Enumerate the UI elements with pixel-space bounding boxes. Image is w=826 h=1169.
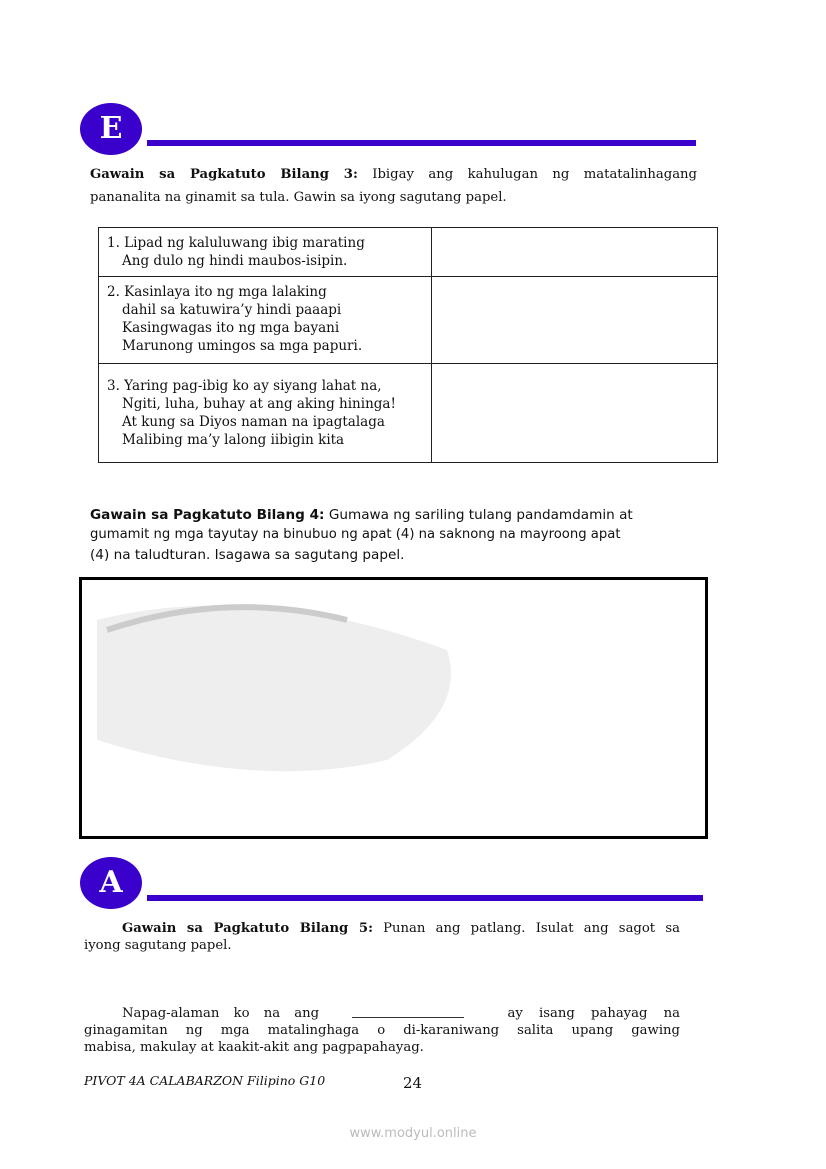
- poem-line: 1. Lipad ng kaluluwang ibig marating: [107, 235, 365, 251]
- poem-answer-box[interactable]: [79, 577, 708, 839]
- activity3-text-2: pananalita na ginamit sa tula. Gawin sa iyong sagutang papel.: [90, 190, 507, 205]
- poem-cell: [99, 277, 432, 364]
- section-divider: [147, 140, 696, 146]
- table-row: [99, 228, 718, 277]
- answer-cell[interactable]: [432, 364, 718, 463]
- poem-line: Marunong umingos sa mga papuri.: [122, 338, 363, 354]
- section-a-badge: A: [80, 857, 142, 909]
- blank-answer-field[interactable]: [352, 1005, 464, 1018]
- site-watermark: www.modyul.online: [349, 1126, 477, 1141]
- table-row: [99, 277, 718, 364]
- poem-line: dahil sa katuwira’y hindi paaapi: [122, 302, 342, 318]
- poem-line: Kasingwagas ito ng mga bayani: [122, 320, 340, 336]
- seal-watermark-icon: [87, 590, 467, 790]
- paragraph-text: ay isang pahayag na: [507, 1006, 680, 1021]
- poem-cell: [99, 228, 432, 277]
- activity4-text-2: gumamit ng mga tayutay na binubuo ng apat (4) na saknong na mayroong apat: [90, 527, 621, 542]
- paragraph-text: ginagamitan ng mga matalinghaga o di-karaniwang salita upang gawing: [84, 1023, 680, 1038]
- section-divider: [147, 895, 703, 901]
- fill-in-paragraph: [84, 1005, 680, 1056]
- poem-line: Malibing ma’y lalong iibigin kita: [122, 432, 345, 448]
- activity5-instructions: [84, 920, 680, 954]
- activity5-title: Gawain sa Pagkatuto Bilang 5:: [122, 921, 373, 936]
- answer-cell[interactable]: [432, 228, 718, 277]
- activity4-title: Gawain sa Pagkatuto Bilang 4:: [90, 507, 325, 523]
- activity3-title: Gawain sa Pagkatuto Bilang 3:: [90, 167, 358, 182]
- activity4-text-3: (4) na taludturan. Isagawa sa sagutang papel.: [90, 547, 405, 563]
- footer-label: PIVOT 4A CALABARZON Filipino G10: [84, 1073, 326, 1088]
- activity5-text: Punan ang patlang. Isulat ang sagot sa: [383, 921, 680, 936]
- poem-line: Ngiti, luha, buhay at ang aking hininga!: [122, 396, 396, 412]
- paragraph-text: Napag-alaman ko na ang: [122, 1006, 320, 1021]
- answer-cell[interactable]: [432, 277, 718, 364]
- activity3-table: [98, 227, 718, 463]
- poem-line: At kung sa Diyos naman na ipagtalaga: [122, 414, 385, 430]
- paragraph-text: mabisa, makulay at kaakit-akit ang pagpapahayag.: [84, 1040, 424, 1055]
- activity4-instructions: [90, 505, 695, 565]
- table-row: [99, 364, 718, 463]
- activity3-text: Ibigay ang kahulugan ng matatalinhagang: [372, 167, 697, 182]
- poem-line: 2. Kasinlaya ito ng mga lalaking: [107, 284, 327, 300]
- section-e-badge: E: [80, 103, 142, 155]
- activity3-instructions: [90, 165, 697, 208]
- activity4-text: Gumawa ng sariling tulang pandamdamin at: [328, 507, 633, 523]
- page-number: 24: [403, 1074, 423, 1092]
- activity5-text-2: iyong sagutang papel.: [84, 938, 232, 953]
- poem-line: Ang dulo ng hindi maubos-isipin.: [122, 253, 348, 269]
- poem-line: 3. Yaring pag-ibig ko ay siyang lahat na,: [107, 378, 382, 394]
- poem-cell: [99, 364, 432, 463]
